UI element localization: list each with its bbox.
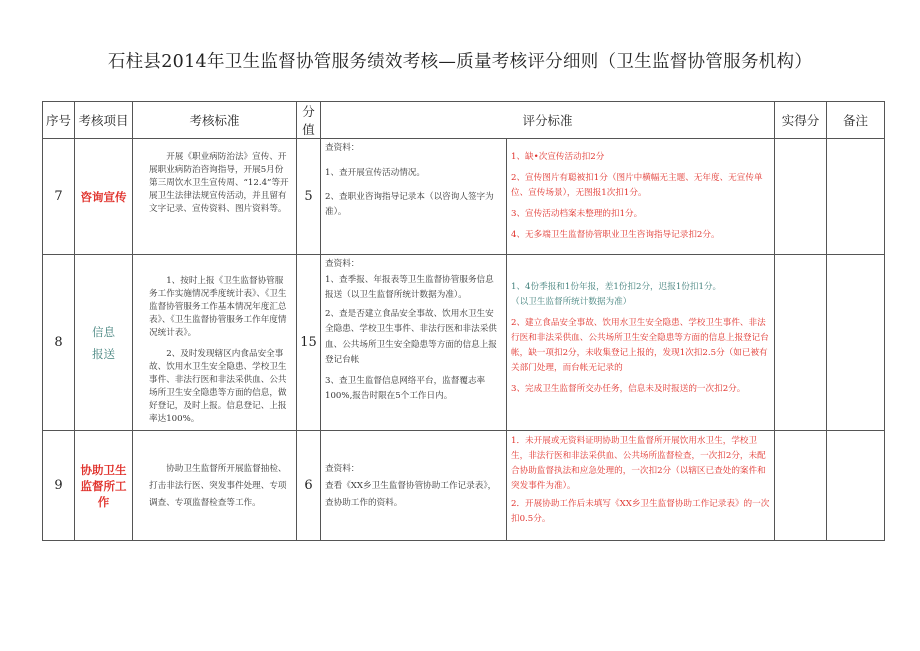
row-criteria bbox=[507, 139, 775, 255]
criteria-text: 2、建立食品安全事故、饮用水卫生安全隐患、学校卫生事件、非法行医和非法采供血、公共场所卫生安全隐患等方面的信息上报登记台帐，缺一项扣2分，未收集登记上报的，发现1次扣2.5分（如已被有关部门处理，而台帐无记录的 bbox=[511, 318, 769, 373]
row-actual-cell bbox=[775, 255, 827, 431]
table-row bbox=[43, 255, 885, 431]
header-remark: 备注 bbox=[827, 102, 885, 139]
criteria-text: 2、宣传图片有聪被扣1分（图片中横幅无主题、无年度、无宣传单位、宣传场景），无图报1次扣1分。 bbox=[511, 173, 763, 198]
row-score: 15 bbox=[297, 255, 321, 431]
criteria-text: 2．开展协助工作后未填写《XX乡卫生监督协助工作记录表》的一次扣0.5分。 bbox=[511, 499, 770, 524]
check-text: 查资料： bbox=[325, 143, 360, 153]
row-item: 咨询宣传 bbox=[75, 139, 133, 255]
header-item: 考核项目 bbox=[75, 102, 133, 139]
row-check bbox=[321, 255, 507, 431]
check-text: 查资料： bbox=[325, 464, 360, 474]
row-standard bbox=[133, 255, 297, 431]
criteria-text: 4、无多端卫生监督协管职业卫生咨询指导记录扣2分。 bbox=[511, 230, 720, 240]
check-text: 1、查季报、年报表等卫生监督协管服务信息报送（以卫生监督所统计数据为准）。 bbox=[325, 274, 494, 300]
row-remark-cell bbox=[827, 431, 885, 541]
check-text: 查资料： bbox=[325, 259, 360, 269]
item-line: 报送 bbox=[92, 346, 115, 361]
row-standard bbox=[133, 431, 297, 541]
check-text: 1、查开展宣传活动情况。 bbox=[325, 167, 425, 178]
standard-text: 2、及时发现辖区内食品安全事故、饮用水卫生安全隐患、学校卫生事件、非法行医和非法采供血、公共场所卫生安全隐患等方面的信息，做好登记，及时上报。信息登记、上报率达100%。 bbox=[149, 349, 287, 424]
header-actual: 实得分 bbox=[775, 102, 827, 139]
row-standard bbox=[133, 139, 297, 255]
item-line: 协助卫生 bbox=[80, 462, 127, 477]
row-seq: 7 bbox=[43, 139, 75, 255]
item-line: 监督所工 bbox=[80, 478, 127, 493]
row-actual-cell bbox=[775, 139, 827, 255]
table-row bbox=[43, 431, 885, 541]
header-score: 分值 bbox=[297, 102, 321, 139]
assessment-table bbox=[42, 101, 885, 541]
page-title: 石柱县2014年卫生监督协管服务绩效考核—质量考核评分细则（卫生监督协管服务机构） bbox=[107, 52, 813, 72]
row-seq: 9 bbox=[43, 431, 75, 541]
header-criteria: 评分标准 bbox=[321, 102, 775, 139]
standard-text: 开展《职业病防治法》宣传、开展职业病防治咨询指导，开展5月份第三周饮水卫生宣传周、“12.4”等开展卫生法律法规宣传活动，并且留有文字记录、宣传资料、图片资料等。 bbox=[149, 152, 289, 214]
item-line: 信息 bbox=[92, 324, 115, 339]
row-check bbox=[321, 139, 507, 255]
row-actual-cell bbox=[775, 431, 827, 541]
row-remark-cell bbox=[827, 139, 885, 255]
check-text: 2、查职业咨询指导记录本（以咨询人签字为准）。 bbox=[325, 192, 494, 217]
row-seq: 8 bbox=[43, 255, 75, 431]
row-item bbox=[75, 431, 133, 541]
criteria-text: 3、完成卫生监督所交办任务，信息未及时报送的一次扣2分。 bbox=[511, 384, 746, 394]
criteria-text: 1．未开展或无资料证明协助卫生监督所开展饮用水卫生，学校卫生，非法行医和非法采供血、公共场所监督检查，一次扣2分，未配合协助监督执法和应急处理的，一次扣2分（以辖区已查处的案件和突发事件为准）。 bbox=[511, 436, 766, 491]
criteria-text: 3、宣传活动档案未整理的扣1分。 bbox=[511, 209, 643, 219]
row-remark-cell bbox=[827, 255, 885, 431]
row-score: 6 bbox=[297, 431, 321, 541]
table-row bbox=[43, 139, 885, 255]
row-item bbox=[75, 255, 133, 431]
row-score: 5 bbox=[297, 139, 321, 255]
criteria-text: 1、缺•次宣传活动扣2分 bbox=[511, 152, 605, 162]
check-text: 查看《XX乡卫生监督协管协助工作记录表》，查协助工作的资料。 bbox=[325, 481, 497, 508]
header-standard: 考核标准 bbox=[133, 102, 297, 139]
header-row bbox=[43, 102, 885, 139]
row-check bbox=[321, 431, 507, 541]
check-text: 3、查卫生监督信息网络平台，监督覆志率100%,报告时限在5个工作日内。 bbox=[325, 375, 486, 401]
standard-text: 协助卫生监督所开展监督抽检、打击非法行医、突发事件处理、专项调查、专项监督检查等工作。 bbox=[149, 464, 287, 508]
check-text: 2、查是否建立食品安全事故、饮用水卫生安全隐患、学校卫生事件、非法行医和非法采供血、公共场所卫生安全隐患等方面的信息上报登记台帐 bbox=[325, 308, 497, 365]
row-criteria bbox=[507, 255, 775, 431]
criteria-text: 1、4份季报和1份年报，差1份扣2分，迟报1份扣1分。 bbox=[511, 282, 722, 292]
row-criteria bbox=[507, 431, 775, 541]
header-seq: 序号 bbox=[43, 102, 75, 139]
item-line: 作 bbox=[97, 494, 110, 509]
criteria-text: （以卫生监督所统计数据为准） bbox=[511, 297, 632, 307]
standard-text: 1、按时上报《卫生监督协管服务工作实施情况季度统计表》、《卫生监督协管服务工作基本情况年度汇总表》、《卫生监督协管服务工作年度情况统计表》。 bbox=[149, 276, 287, 338]
